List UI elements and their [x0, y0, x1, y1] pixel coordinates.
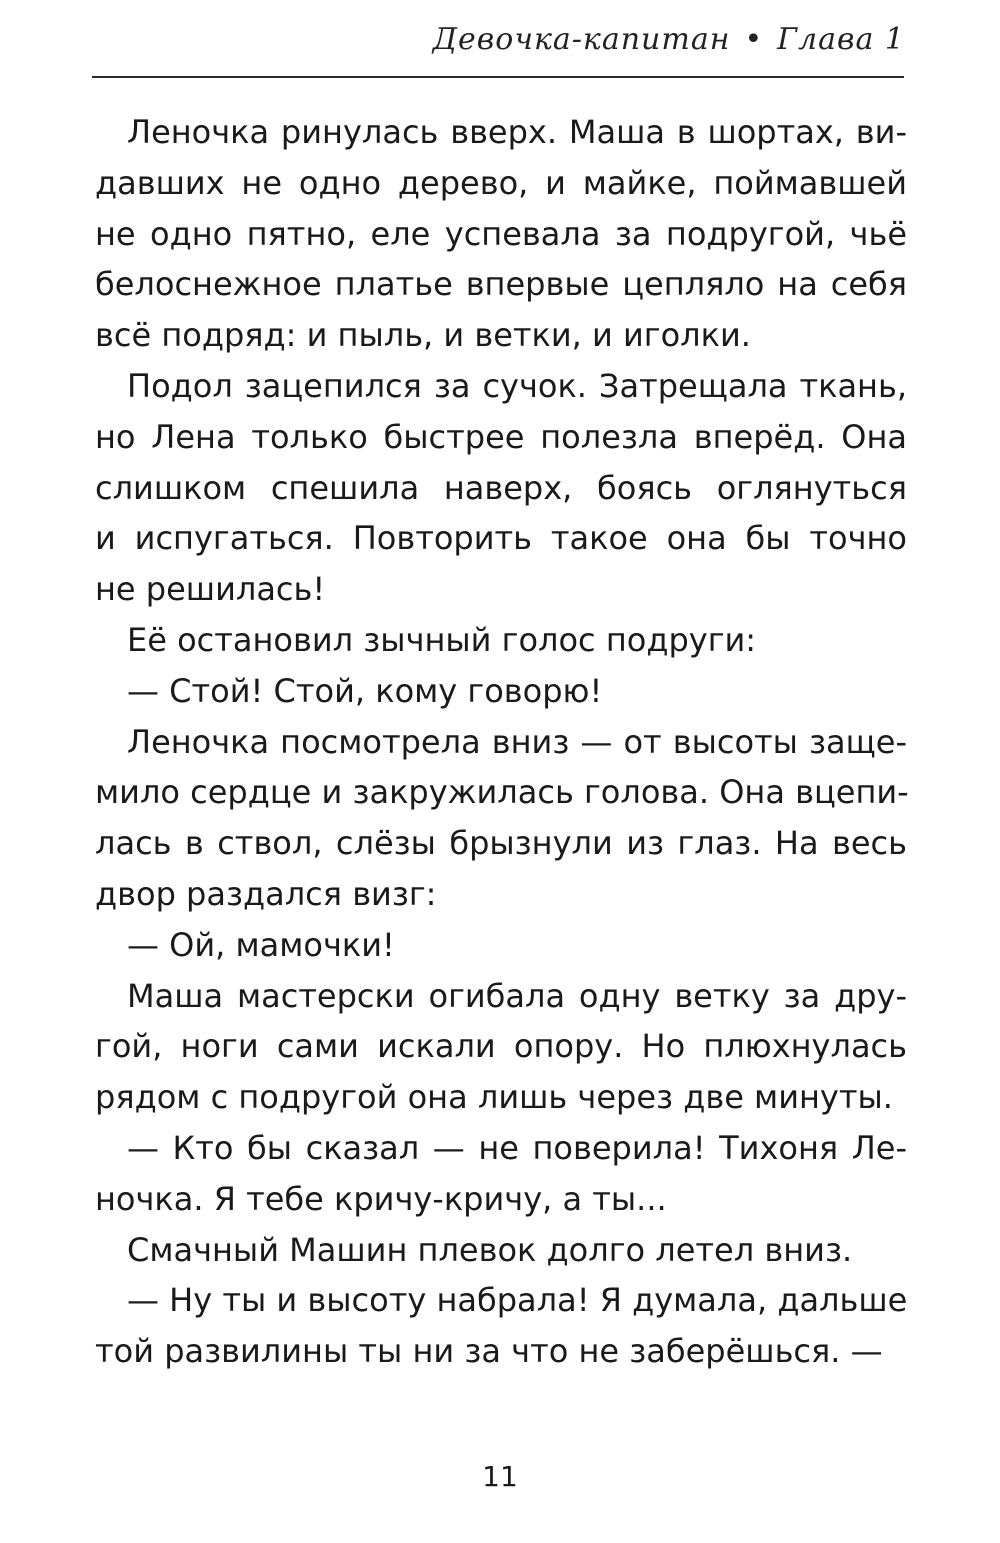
text-line: двор раздался визг:: [95, 874, 437, 913]
text-line: Маша мастерски огибала одну ветку за дру-: [127, 976, 907, 1015]
text-line: не одно пятно, еле успевала за подругой, чьё: [95, 214, 907, 253]
running-head-book-title: Девочка-капитан: [432, 22, 731, 57]
paragraph: [95, 107, 907, 361]
paragraph: [95, 666, 907, 717]
text-line: белоснежное платье впервые цепляло на себя: [95, 265, 907, 304]
text-line: Леночка ринулась вверх. Маша в шортах, ви-: [127, 113, 907, 151]
paragraph: [95, 920, 907, 971]
text-line: гой, ноги сами искали опору. Но плюхнулась: [95, 1027, 907, 1066]
running-head: [433, 22, 905, 57]
body-text: [95, 107, 907, 1377]
text-line: рядом с подругой она лишь через две минуты.: [95, 1078, 893, 1117]
text-line: Её остановил зычный голос подруги:: [127, 620, 757, 659]
text-line: и испугаться. Повторить такое она бы точно: [95, 519, 907, 558]
paragraph: [95, 1123, 907, 1225]
text-line: всё подряд: и пыль, и ветки, и иголки.: [95, 316, 751, 355]
paragraph: [95, 1225, 907, 1276]
running-head-chapter: Глава 1: [777, 22, 905, 57]
text-line: — Ой, мамочки!: [127, 925, 395, 964]
text-line: ночка. Я тебе кричу-кричу, а ты...: [95, 1179, 667, 1218]
paragraph: [95, 717, 907, 920]
text-line: Смачный Машин плевок долго летел вниз.: [127, 1230, 853, 1269]
text-line: слишком спешила наверх, боясь оглянуться: [95, 468, 907, 507]
text-line: давших не одно дерево, и майке, поймавшей: [95, 163, 907, 202]
text-line: той развилины ты ни за что не заберёшься. —: [95, 1332, 883, 1371]
page-number: 11: [482, 1460, 518, 1493]
running-head-separator: •: [744, 22, 764, 57]
text-line: лась в ствол, слёзы брызнули из глаз. На весь: [95, 824, 907, 863]
paragraph: [95, 361, 907, 615]
text-line: не решилась!: [95, 570, 326, 609]
text-line: — Ну ты и высоту набрала! Я думала, дальше: [127, 1281, 908, 1320]
text-line: Леночка посмотрела вниз — от высоты заще-: [127, 722, 907, 761]
text-line: мило сердце и закружилась голова. Она вцепи-: [95, 773, 909, 812]
text-line: но Лена только быстрее полезла вперёд. Она: [95, 417, 907, 456]
paragraph: [95, 1275, 907, 1377]
text-line: — Стой! Стой, кому говорю!: [127, 671, 603, 710]
header-rule: [92, 76, 904, 78]
paragraph: [95, 971, 907, 1123]
text-line: — Кто бы сказал — не поверила! Тихоня Ле-: [127, 1128, 907, 1167]
paragraph: [95, 615, 907, 666]
text-line: Подол зацепился за сучок. Затрещала ткань,: [127, 366, 907, 405]
